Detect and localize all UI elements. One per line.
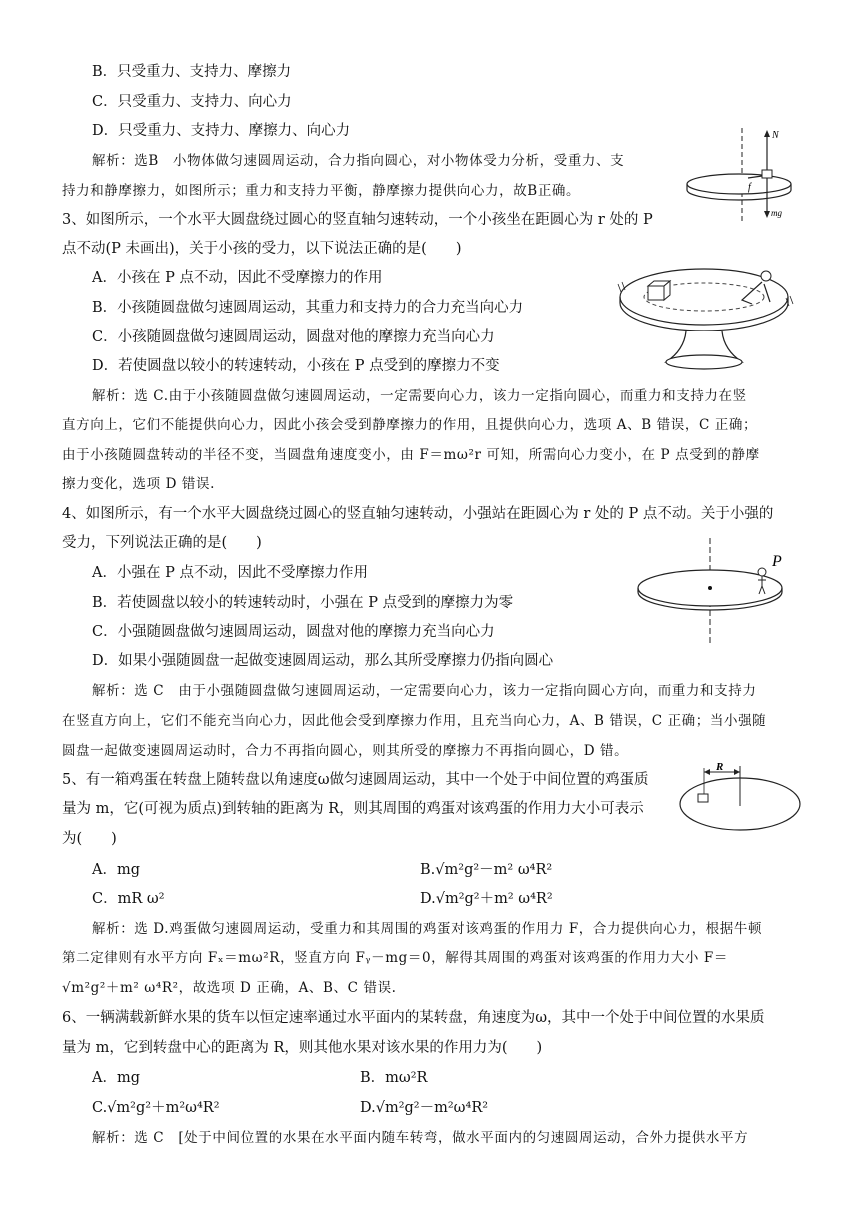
label-n: N [772,130,779,141]
label-f: f [748,182,751,193]
figure-disc-person [634,536,794,648]
question-4-stem: 4、如图所示，有一个水平大圆盘绕过圆心的竖直轴匀速转动，小强站在距圆心为 r 处的 P 点不动。关于小强的 [62,506,774,522]
figure-turntable-child [614,262,794,378]
question-4-stem: 受力，下列说法正确的是( ) [62,535,262,551]
analysis-line: 持力和静摩擦力，如图所示；重力和支持力平衡，静摩擦力提供向心力，故B正确。 [62,183,581,199]
analysis-line: 解析：选 D.鸡蛋做匀速圆周运动，受重力和其周围的鸡蛋对该鸡蛋的作用力 F，合力提供向心力，根据牛顿 [92,921,763,937]
option-b: B．小孩随圆盘做匀速圆周运动，其重力和支持力的合力充当向心力 [92,300,524,316]
figure-disc-forces [684,126,804,226]
analysis-line: 解析：选 C 由于小强随圆盘做匀速圆周运动，一定需要向心力，该力一定指向圆心方向，而重力和支持力 [92,683,757,699]
option-d: D．如果小强随圆盘一起做变速圆周运动，那么其所受摩擦力仍指向圆心 [92,653,554,669]
analysis-line: 解析：选 C [处于中间位置的水果在水平面内随车转弯，做水平面内的匀速圆周运动，合外力提供水平方 [92,1130,749,1146]
option-d: D．只受重力、支持力、摩擦力、向心力 [92,123,351,139]
label-r: R [716,762,724,773]
figure-turntable-egg [676,762,806,840]
question-5-stem: 量为 m，它(可视为质点)到转轴的距离为 R，则其周围的鸡蛋对该鸡蛋的作用力大小可表示 [62,801,644,817]
analysis-line: 圆盘一起做变速圆周运动时，合力不再指向圆心，则其所受的摩擦力不再指向圆心，D 错。 [62,743,629,759]
option-d: D.√m²g²－m²ω⁴R² [360,1100,489,1116]
option-c: C．mR ω² [92,891,165,907]
question-5-stem: 为( ) [62,831,117,847]
option-b: B．mω²R [360,1070,428,1086]
option-d: D．若使圆盘以较小的转速转动，小孩在 P 点受到的摩擦力不变 [92,358,500,374]
option-c: C．只受重力、支持力、向心力 [92,94,292,110]
label-p: P [772,553,782,570]
analysis-line: √m²g²＋m² ω⁴R²，故选项 D 正确，A、B、C 错误. [62,980,397,996]
question-3-stem: 点不动(P 未画出)，关于小孩的受力，以下说法正确的是( ) [62,241,462,257]
option-d: D.√m²g²＋m² ω⁴R² [420,891,553,907]
option-a: A．mg [92,862,141,878]
option-a: A．小强在 P 点不动，因此不受摩擦力作用 [92,565,368,581]
analysis-line: 擦力变化，选项 D 错误. [62,476,215,492]
option-b: B．只受重力、支持力、摩擦力 [92,64,292,80]
option-c: C．小孩随圆盘做匀速圆周运动，圆盘对他的摩擦力充当向心力 [92,329,495,345]
analysis-line: 由于小孩随圆盘转动的半径不变，当圆盘角速度变小，由 F＝mω²r 可知，所需向心力变小，在 P 点受到的静摩 [62,447,760,463]
question-6-stem: 6、一辆满载新鲜水果的货车以恒定速率通过水平面内的某转盘，角速度为ω，其中一个处于中间位置的水果质 [62,1010,765,1026]
option-b: B．若使圆盘以较小的转速转动时，小强在 P 点受到的摩擦力为零 [92,595,514,611]
analysis-line: 第二定律则有水平方向 Fₓ＝mω²R，竖直方向 Fᵧ－mg＝0，解得其周围的鸡蛋对该鸡蛋的作用力大小 F＝ [62,950,728,966]
analysis-line: 解析：选 C.由于小孩随圆盘做匀速圆周运动，一定需要向心力，该力一定指向圆心，而重力和支持力在竖 [92,388,747,404]
option-c: C.√m²g²＋m²ω⁴R² [92,1100,220,1116]
option-c: C．小强随圆盘做匀速圆周运动，圆盘对他的摩擦力充当向心力 [92,624,495,640]
label-mg: mg [771,208,782,218]
option-b: B.√m²g²－m² ω⁴R² [420,862,553,878]
question-3-stem: 3、如图所示，一个水平大圆盘绕过圆心的竖直轴匀速转动，一个小孩坐在距圆心为 r 处的 P [62,212,653,228]
question-6-stem: 量为 m，它到转盘中心的距离为 R，则其他水果对该水果的作用力为( ) [62,1040,543,1056]
analysis-line: 在竖直方向上，它们不能充当向心力，因此他会受到摩擦力作用，且充当向心力，A、B 错误，C 正确；当小强随 [62,713,767,729]
option-a: A．mg [92,1070,141,1086]
option-a: A．小孩在 P 点不动，因此不受摩擦力的作用 [92,270,383,286]
question-5-stem: 5、有一箱鸡蛋在转盘上随转盘以角速度ω做匀速圆周运动，其中一个处于中间位置的鸡蛋质 [62,772,649,788]
analysis-line: 直方向上，它们不能提供向心力，因此小孩会受到静摩擦力的作用，且提供向心力，选项 A、B 错误，C 正确； [62,417,758,433]
analysis-line: 解析：选B 小物体做匀速圆周运动，合力指向圆心，对小物体受力分析，受重力、支 [92,153,625,169]
